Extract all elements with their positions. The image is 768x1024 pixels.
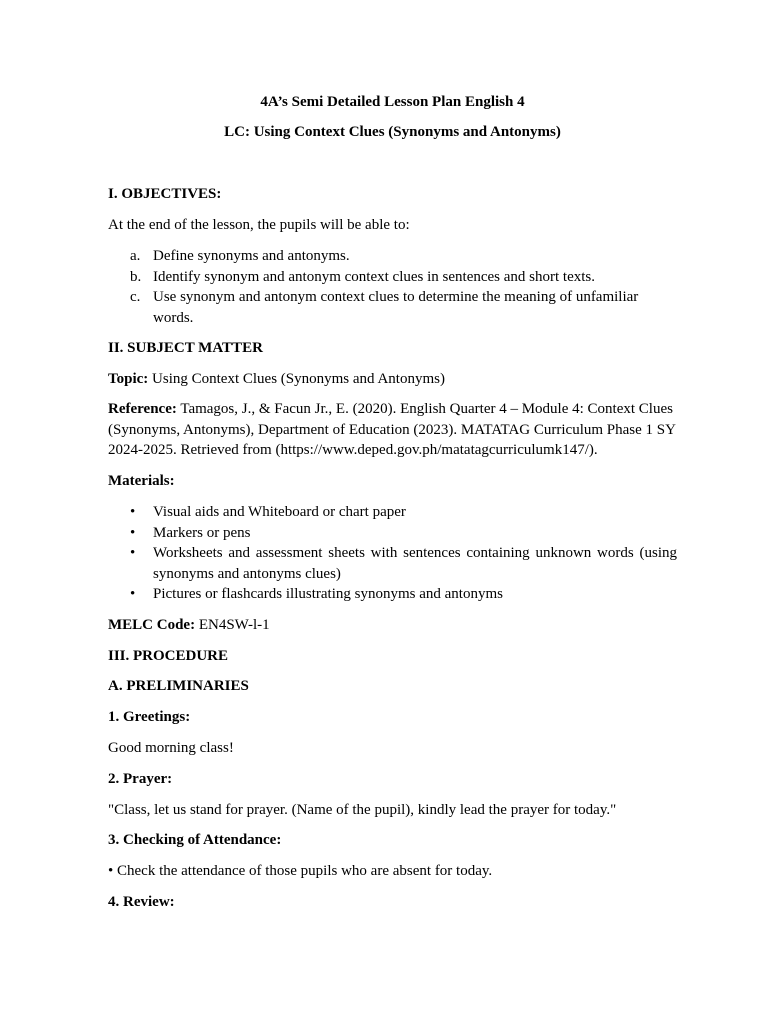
materials-heading: Materials: bbox=[108, 473, 175, 489]
melc-value: EN4SW-l-1 bbox=[195, 617, 270, 633]
list-item-text: Visual aids and Whiteboard or chart paper bbox=[153, 504, 406, 520]
preliminaries-heading: A. PRELIMINARIES bbox=[108, 678, 249, 694]
prayer-text: "Class, let us stand for prayer. (Name of the pupil), kindly lead the prayer for today." bbox=[108, 802, 617, 818]
reference-value: Tamagos, J., & Facun Jr., E. (2020). English Quarter 4 – Module 4: Context Clues (Synonyms, Antonyms), Department of Education (2023). MATATAG Curriculum Phase 1 SY 2024-2025. Retrieved from (https://www.deped.gov.ph/matatagcurriculumk147/). bbox=[108, 401, 676, 459]
review-heading: 4. Review: bbox=[108, 894, 175, 910]
bullet-marker: • bbox=[130, 504, 136, 520]
attendance-heading: 3. Checking of Attendance: bbox=[108, 832, 282, 848]
reference-line bbox=[108, 399, 677, 461]
list-item bbox=[108, 502, 677, 523]
list-item-text: Use synonym and antonym context clues to determine the meaning of unfamiliar words. bbox=[153, 289, 639, 326]
list-item bbox=[108, 267, 677, 288]
topic-label: Topic: bbox=[108, 371, 149, 387]
subject-matter-heading: II. SUBJECT MATTER bbox=[108, 340, 263, 356]
bullet-marker: • bbox=[130, 524, 136, 541]
reference-label: Reference: bbox=[108, 401, 177, 417]
list-item bbox=[108, 543, 677, 584]
list-item bbox=[108, 584, 677, 605]
objectives-intro: At the end of the lesson, the pupils will be able to: bbox=[108, 217, 410, 233]
attendance-text: • Check the attendance of those pupils who are absent for today. bbox=[108, 863, 493, 879]
list-item bbox=[108, 246, 677, 267]
melc-label: MELC Code: bbox=[108, 617, 196, 633]
topic-value: Using Context Clues (Synonyms and Antonyms) bbox=[148, 371, 445, 387]
list-item bbox=[108, 287, 677, 328]
procedure-heading: III. PROCEDURE bbox=[108, 648, 229, 664]
list-marker: a. bbox=[130, 248, 141, 264]
topic-line bbox=[108, 369, 677, 390]
greetings-text: Good morning class! bbox=[108, 740, 234, 756]
melc-line bbox=[108, 615, 677, 636]
list-item-text: Define synonyms and antonyms. bbox=[153, 248, 350, 264]
bullet-marker: • bbox=[130, 586, 136, 603]
list-item bbox=[108, 523, 677, 544]
greetings-heading: 1. Greetings: bbox=[108, 709, 191, 725]
list-item-text: Worksheets and assessment sheets with sentences containing unknown words (using synonyms and antonyms clues) bbox=[153, 545, 677, 582]
document-title: 4A’s Semi Detailed Lesson Plan English 4 bbox=[260, 94, 525, 110]
bullet-marker: • bbox=[130, 545, 136, 562]
objectives-heading: I. OBJECTIVES: bbox=[108, 186, 222, 202]
objectives-list bbox=[108, 246, 677, 328]
learning-competency: LC: Using Context Clues (Synonyms and Antonyms) bbox=[224, 124, 561, 140]
list-marker: b. bbox=[130, 268, 142, 285]
list-item-text: Pictures or flashcards illustrating synonyms and antonyms bbox=[153, 586, 503, 603]
list-marker: c. bbox=[130, 289, 141, 306]
list-item-text: Identify synonym and antonym context clues in sentences and short texts. bbox=[153, 268, 595, 285]
prayer-heading: 2. Prayer: bbox=[108, 771, 173, 787]
list-item-text: Markers or pens bbox=[153, 524, 251, 541]
materials-list bbox=[108, 502, 677, 605]
